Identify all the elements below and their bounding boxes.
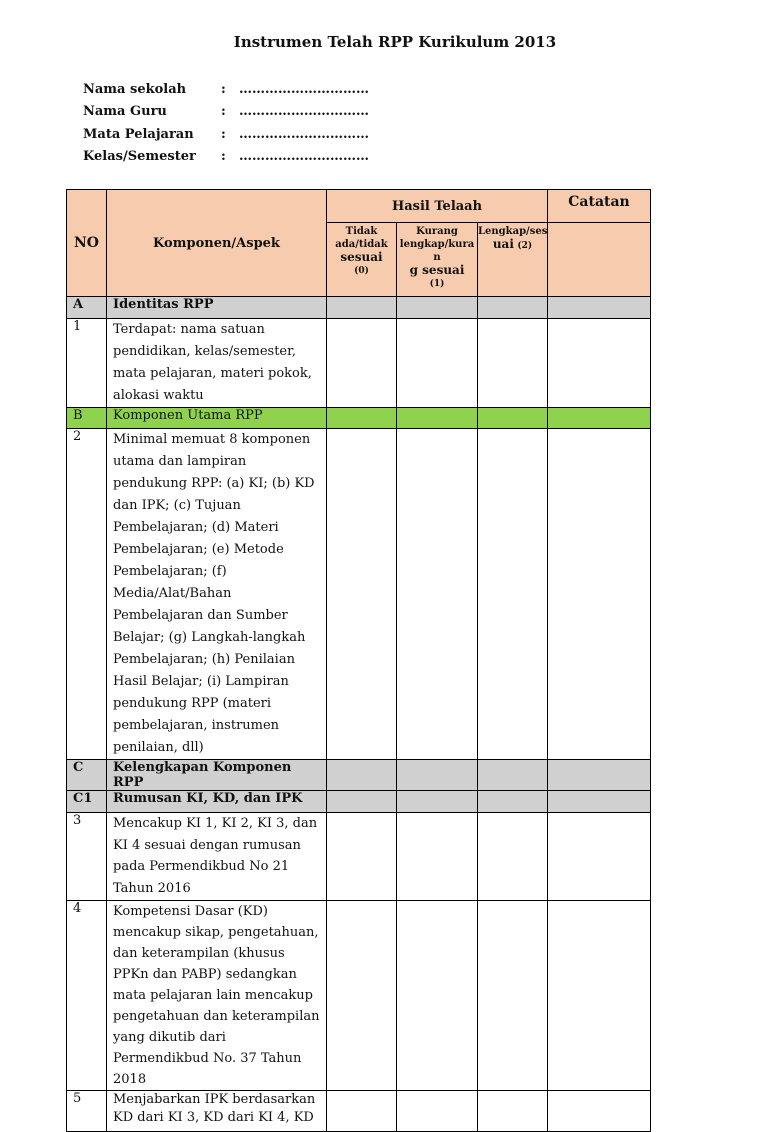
info-row-teacher xyxy=(83,101,369,124)
score-cell-0[interactable] xyxy=(327,791,397,813)
notes-cell[interactable] xyxy=(548,408,651,429)
score-cell-0[interactable] xyxy=(327,1091,397,1132)
review-table xyxy=(66,189,651,1132)
section-row-c1 xyxy=(67,791,651,813)
section-label: Identitas RPP xyxy=(107,297,327,319)
header-aspek: Komponen/Aspek xyxy=(107,190,327,297)
section-label: Rumusan KI, KD, dan IPK xyxy=(107,791,327,813)
score-cell-1[interactable] xyxy=(397,1091,478,1132)
score-cell-1[interactable] xyxy=(397,297,478,319)
info-value: ………………………… xyxy=(239,81,369,97)
table-row xyxy=(67,813,651,901)
info-value: ………………………… xyxy=(239,104,369,120)
notes-cell[interactable] xyxy=(548,429,651,760)
score-cell-1[interactable] xyxy=(397,319,478,408)
info-value: ………………………… xyxy=(239,126,369,142)
score-cell-1[interactable] xyxy=(397,813,478,901)
score-cell-2[interactable] xyxy=(478,813,548,901)
score-cell-2[interactable] xyxy=(478,297,548,319)
header-row xyxy=(67,190,651,223)
document-title: Instrumen Telah RPP Kurikulum 2013 xyxy=(233,33,557,51)
table-row xyxy=(67,901,651,1091)
section-code: B xyxy=(67,408,107,429)
score-cell-1[interactable] xyxy=(397,408,478,429)
notes-cell[interactable] xyxy=(548,297,651,319)
header-score-2-value: (2) xyxy=(517,241,533,251)
section-row-a xyxy=(67,297,651,319)
header-hasil-telaah: Hasil Telaah xyxy=(327,190,548,223)
section-row-b xyxy=(67,408,651,429)
header-score-1-label: Kurang lengkap/kura n xyxy=(399,226,475,263)
info-colon: : xyxy=(221,149,226,165)
notes-cell[interactable] xyxy=(548,901,651,1091)
section-code: A xyxy=(67,297,107,319)
section-label: Kelengkapan Komponen RPP xyxy=(107,760,327,791)
section-label: Komponen Utama RPP xyxy=(107,408,327,429)
score-cell-0[interactable] xyxy=(327,901,397,1091)
row-number: 4 xyxy=(67,901,107,1091)
info-colon: : xyxy=(221,104,226,120)
score-cell-2[interactable] xyxy=(478,408,548,429)
header-catatan-blank xyxy=(548,223,651,297)
info-row-class xyxy=(83,146,369,169)
notes-cell[interactable] xyxy=(548,813,651,901)
score-cell-1[interactable] xyxy=(397,760,478,791)
notes-cell[interactable] xyxy=(548,1091,651,1132)
section-row-c xyxy=(67,760,651,791)
score-cell-0[interactable] xyxy=(327,813,397,901)
info-row-school xyxy=(83,78,369,101)
row-aspect: Mencakup KI 1, KI 2, KI 3, dan KI 4 sesuai dengan rumusan pada Permendikbud No 21 Tahun 2016 xyxy=(107,813,327,901)
header-score-0-label: Tidak ada/tidak xyxy=(335,226,388,250)
notes-cell[interactable] xyxy=(548,791,651,813)
header-score-1-label-b: g sesuai xyxy=(409,263,465,277)
row-number: 3 xyxy=(67,813,107,901)
header-catatan: Catatan xyxy=(548,190,651,223)
row-aspect: Minimal memuat 8 komponen utama dan lampiran pendukung RPP: (a) KI; (b) KD dan IPK; (c) Tujuan Pembelajaran; (d) Materi Pembelajaran; (e) Metode Pembelajaran; (f) Media/Alat/Bahan Pembelajaran dan Sumber Belajar; (g) Langkah-langkah Pembelajaran; (h) Penilaian Hasil Belajar; (i) Lampiran pendukung RPP (materi pembelajaran, instrumen penilaian, dll) xyxy=(107,429,327,760)
table-row xyxy=(67,319,651,408)
row-number: 2 xyxy=(67,429,107,760)
score-cell-2[interactable] xyxy=(478,319,548,408)
info-label: Nama sekolah xyxy=(83,81,187,97)
header-no: NO xyxy=(67,190,107,297)
notes-cell[interactable] xyxy=(548,760,651,791)
score-cell-1[interactable] xyxy=(397,429,478,760)
header-score-0-label-b: sesuai xyxy=(340,250,383,264)
score-cell-2[interactable] xyxy=(478,791,548,813)
header-score-2 xyxy=(478,223,548,297)
score-cell-0[interactable] xyxy=(327,297,397,319)
info-label: Kelas/Semester xyxy=(83,149,196,165)
table-row xyxy=(67,1091,651,1132)
header-score-1-value: (1) xyxy=(429,279,445,289)
row-aspect: Menjabarkan IPK berdasarkan KD dari KI 3, KD dari KI 4, KD xyxy=(107,1091,327,1132)
row-aspect: Kompetensi Dasar (KD) mencakup sikap, pengetahuan, dan keterampilan (khusus PPKn dan PABP) sedangkan mata pelajaran lain mencakup pengetahuan dan keterampilan yang dikutib dari Permendikbud No. 37 Tahun 2018 xyxy=(107,901,327,1091)
score-cell-2[interactable] xyxy=(478,901,548,1091)
score-cell-2[interactable] xyxy=(478,429,548,760)
info-row-subject xyxy=(83,123,369,146)
identity-fields xyxy=(83,78,369,168)
info-label: Nama Guru xyxy=(83,104,167,120)
score-cell-0[interactable] xyxy=(327,408,397,429)
score-cell-0[interactable] xyxy=(327,429,397,760)
score-cell-2[interactable] xyxy=(478,1091,548,1132)
score-cell-0[interactable] xyxy=(327,760,397,791)
header-score-0-value: (0) xyxy=(354,266,369,276)
notes-cell[interactable] xyxy=(548,319,651,408)
header-score-0 xyxy=(327,223,397,297)
row-aspect: Terdapat: nama satuan pendidikan, kelas/semester, mata pelajaran, materi pokok, alokasi waktu xyxy=(107,319,327,408)
header-score-2-label-b: uai xyxy=(492,237,514,251)
score-cell-1[interactable] xyxy=(397,791,478,813)
table-row xyxy=(67,429,651,760)
header-score-1 xyxy=(397,223,478,297)
score-cell-0[interactable] xyxy=(327,319,397,408)
info-value: ………………………… xyxy=(239,149,369,165)
header-score-2-label: Lengkap/ses xyxy=(478,226,548,237)
section-code: C1 xyxy=(67,791,107,813)
row-number: 5 xyxy=(67,1091,107,1132)
score-cell-1[interactable] xyxy=(397,901,478,1091)
info-label: Mata Pelajaran xyxy=(83,126,194,142)
info-colon: : xyxy=(221,81,226,97)
section-code: C xyxy=(67,760,107,791)
score-cell-2[interactable] xyxy=(478,760,548,791)
info-colon: : xyxy=(221,126,226,142)
row-number: 1 xyxy=(67,319,107,408)
